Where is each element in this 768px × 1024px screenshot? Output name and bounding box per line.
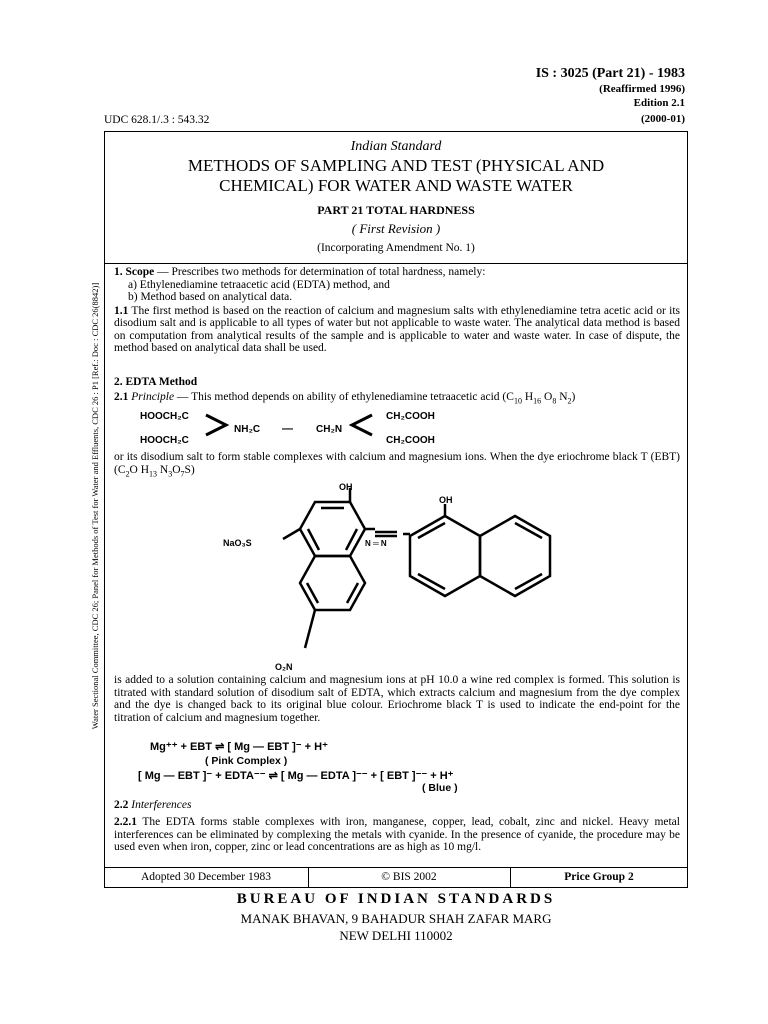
equation-2: [ Mg — EBT ]⁻ + EDTA⁻⁻ ⇌ [ Mg — EDTA ]⁻⁻ + [ EBT ]⁻⁻ + H⁺ [138,770,454,782]
dye-paragraph: or its disodium salt to form stable complexes with calcium and magnesium ions. When the dye eriochrome black T (EBT) ($C_2O$ $H_{13}$ $N_3O_7S$) [114,451,680,478]
kicker: Indian Standard [350,139,442,154]
edta-structure [130,405,460,449]
reaffirmed-note: (Reaffirmed 1996) [599,83,685,95]
interferences-heading: 2.2 Interferences [114,799,192,811]
adopted-date: Adopted 30 December 1983 [141,871,271,883]
equation-1-note: ( Pink Complex ) [205,755,288,767]
publisher-city: NEW DELHI 110002 [339,928,453,943]
ebt-structure [215,478,685,678]
ch2cooh-top: CH₂COOH [386,411,435,422]
copyright: © BIS 2002 [381,871,437,883]
scope-heading: 1. Scope [114,266,155,278]
equation-2-note: ( Blue ) [422,782,458,794]
ring-right-a [410,516,480,596]
hooch-bottom: HOOCH₂C [140,435,189,446]
oh-label-1: OH [339,482,353,492]
edta-formula: $C_{10}$ $H_{16}$ $O_8$ $N_2$ [506,391,572,406]
scope-item-b: b) Method based on analytical data. [128,291,293,303]
amendment-note: (Incorporating Amendment No. 1) [317,242,475,254]
standard-number: IS : 3025 (Part 21) - 1983 [535,66,685,81]
o2n-label: O₂N [275,662,293,672]
bond-dash: — [282,423,293,435]
part-title: PART 21 TOTAL HARDNESS [317,203,475,217]
left-branch [206,415,226,435]
right-branch [352,415,372,435]
ring-upper-left [300,502,365,556]
ring-lower-left [300,556,365,610]
principle-line: 2.1 Principle — This method depends on ability of ethylenediamine tetraacetic acid ($C_{10}$ $H_{16}$ $O_8$ $N_2$) [114,391,576,406]
edition: Edition 2.1 [633,97,685,109]
interferences-paragraph: 2.2.1 The EDTA forms stable complexes with iron, manganese, copper, lead, cobalt, zinc and nickel. Heavy metal interferences can be eliminated by complexing the metals with cyanide. In the presence of cyanide, the procedure may be used even when iron, copper, zinc or lead concentrations are as high as 10 mg/l. [114,816,680,853]
scope-item-a: a) Ethylenediamine tetraacetic acid (EDTA) method, and [128,278,390,291]
edition-date: (2000-01) [641,113,685,125]
naso3-label: NaO₃S [223,538,252,548]
ch2cooh-bottom: CH₂COOH [386,435,435,446]
price-group: Price Group 2 [564,871,634,883]
oh-label-2: OH [439,495,453,505]
publisher-address: MANAK BHAVAN, 9 BAHADUR SHAH ZAFAR MARG [240,911,552,926]
azo-label: N ═ N [365,539,387,548]
ring-right-b [480,516,550,596]
equation-1: Mg⁺⁺ + EBT ⇌ [ Mg — EBT ]⁻ + H⁺ [150,741,328,753]
edta-heading: 2. EDTA Method [114,376,198,388]
scope-section: 1. Scope — Prescribes two methods for determination of total hardness, namely: a) Ethylenediamine tetraacetic acid (EDTA) method, and b) Method based on analytical data. 1.1 The first method is based on the reaction of calcium and magnesium salts with ethylenediamine tetra acetic acid or its disodium salt and is applicable to all types of water but not applicable to waste water. The analytical data method is based on computation from analytical results of the sample and is applicable to water and waste water. In case of dispute, the method based on analytical data shall be used. [114,266,680,354]
divider-footer [104,867,688,868]
ebt-formula: $C_2O$ $H_{13}$ $N_3O_7S$ [117,463,191,478]
udc-code: UDC 628.1/.3 : 543.32 [104,114,210,126]
revision-note: ( First Revision ) [351,221,441,236]
divider-title [104,263,688,264]
paragraph-1-1: 1.1 The first method is based on the reaction of calcium and magnesium salts with ethylenediamine tetra acetic acid or its disodium salt and is applicable to all types of water but not applicable to waste water. The analytical data method is based on computation from analytical results of the sample and is applicable to water and waste water. In case of dispute, the method based on analytical data shall be used. [114,304,680,354]
page-title: METHODS OF SAMPLING AND TEST (PHYSICAL AND CHEMICAL) FOR WATER AND WASTE WATER [187,156,605,195]
side-note: Water Sectional Committee, CDC 26; Panel for Methods of Test for Water and Effluents, CDC 26 : P1 [Ref.: Doc : CDC 26(8842)] [90,282,100,730]
hooch-top: HOOCH₂C [140,411,189,422]
nh2c-label: NH₂C [234,424,261,435]
titration-paragraph: is added to a solution containing calcium and magnesium ions at pH 10.0 a wine red complex is formed. This solution is titrated with standard solution of disodium salt of EDTA, which extracts calcium and magnesium from the dye complex and the dye is changed back to its original blue colour. Eriochrome black T is used to indicate the end-point for the titration of calcium and magnesium together. [114,674,680,724]
publisher-name: BUREAU OF INDIAN STANDARDS [236,891,556,907]
ch2n-label: CH₂N [316,424,343,435]
